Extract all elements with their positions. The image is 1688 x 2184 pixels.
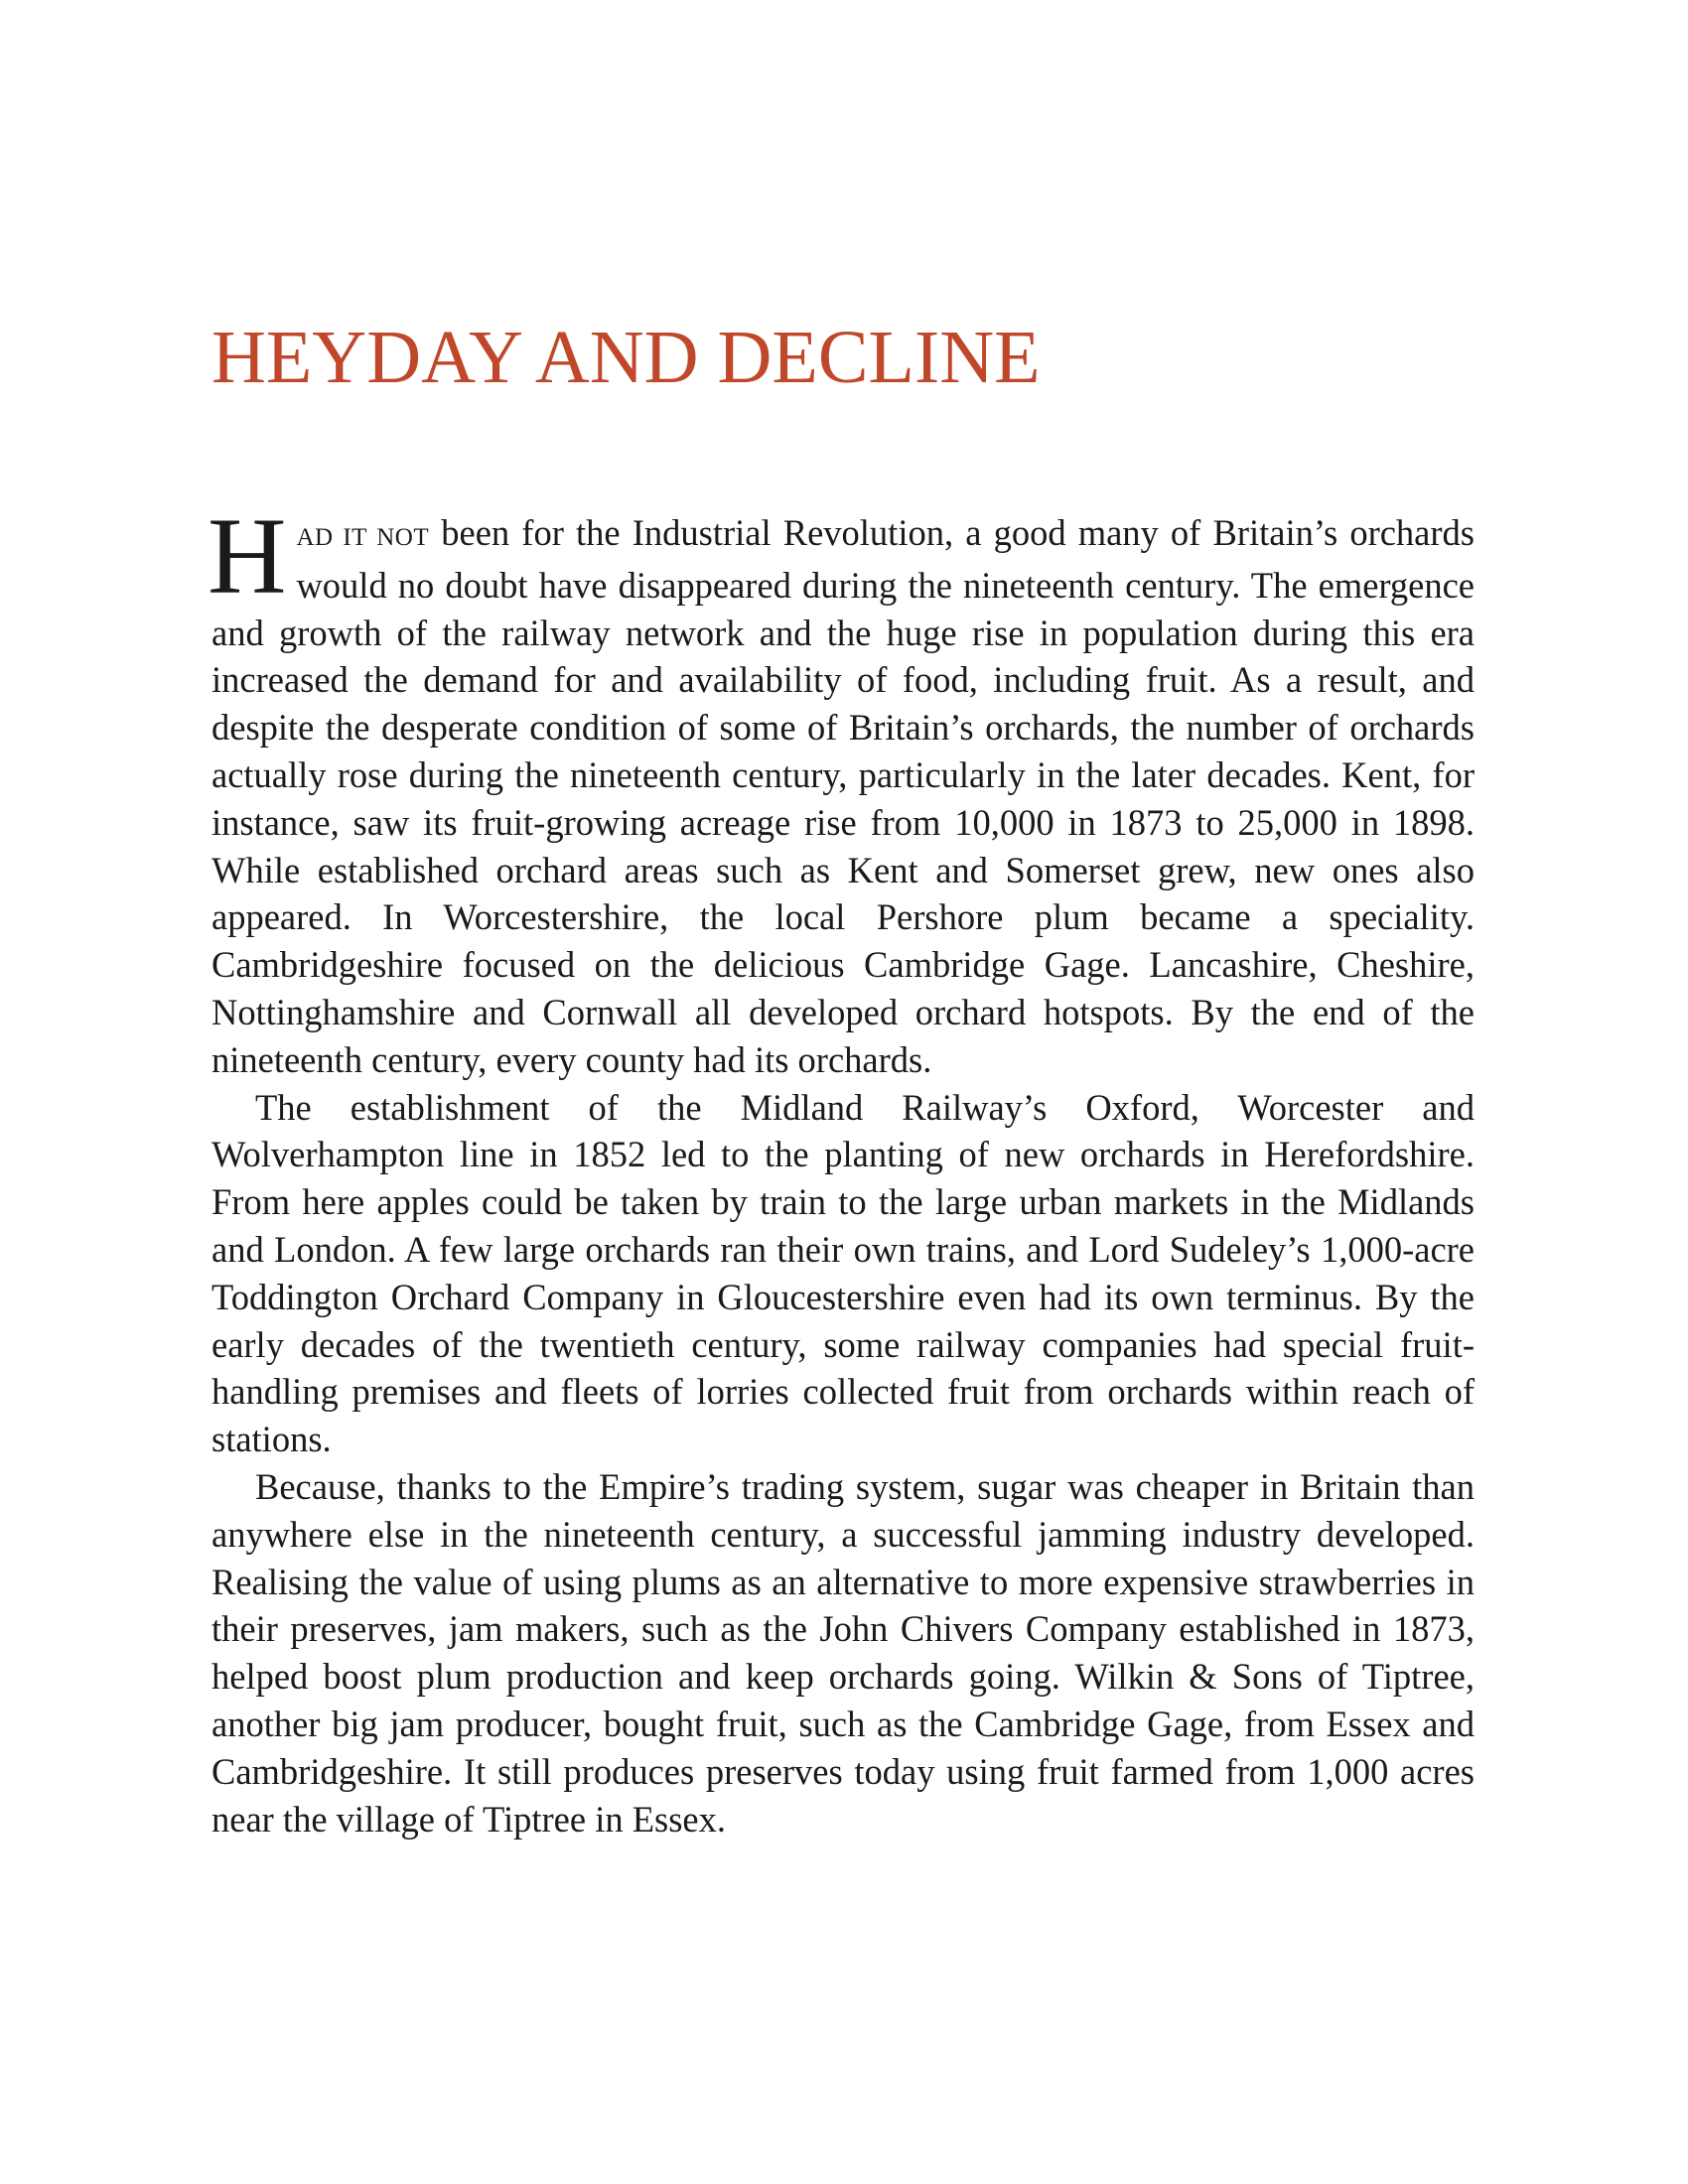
paragraph-3: Because, thanks to the Empire’s trading system, sugar was cheaper in Britain than anywhere else in the nineteenth century, a successful jamming industry developed. Realising the value of using plums as an alternative to more expensive strawberries in their preserves, jam makers, such as the John Chivers Company established in 1873, helped boost plum production and keep orchards going. Wilkin & Sons of Tiptree, another big jam producer, bought fruit, such as the Cambridge Gage, from Essex and Cambridgeshire. It still produces preserves today using fruit farmed from 1,000 acres near the village of Tiptree in Essex. [211, 1465, 1475, 1840]
drop-cap: H [208, 495, 287, 616]
paragraph-2: The establishment of the Midland Railway’s Oxford, Worcester and Wolverhampton line in 1852 led to the planting of new orchards in Herefordshire. From here apples could be taken by train to the large urban markets in the Midlands and London. A few large orchards ran their own trains, and Lord Sudeley’s 1,000-acre Toddington Orchard Company in Gloucestershire even had its own terminus. By the early decades of the twentieth century, some railway companies had special fruit-handling premises and fleets of lorries collected fruit from orchards within reach of stations. [211, 1086, 1475, 1460]
book-page [208, 0, 1475, 2184]
opening-small-caps: AD IT NOT [296, 524, 430, 551]
paragraph-1-text: been for the Industrial Revolution, a good many of Britain’s orchards would no doubt have disappeared during the nineteenth century. The emergence and growth of the railway network and the huge rise in population during this era increased the demand for and availability of food, including fruit. As a result, and despite the desperate condition of some of Britain’s orchards, the number of orchards actually rose during the nineteenth century, particularly in the later decades. Kent, for instance, saw its fruit-growing acreage rise from 10,000 in 1873 to 25,000 in 1898. While established orchard areas such as Kent and Somerset grew, new ones also appeared. In Worcestershire, the local Pershore plum became a speciality. Cambridgeshire focused on the delicious Cambridge Gage. Lancashire, Cheshire, Nottinghamshire and Cornwall all developed orchard hotspots. By the end of the nineteenth century, every county had its orchards. [211, 512, 1475, 1080]
chapter-title: HEYDAY AND DECLINE [211, 316, 1041, 399]
body-text [208, 495, 1475, 1843]
paragraph-1 [208, 495, 1475, 1084]
